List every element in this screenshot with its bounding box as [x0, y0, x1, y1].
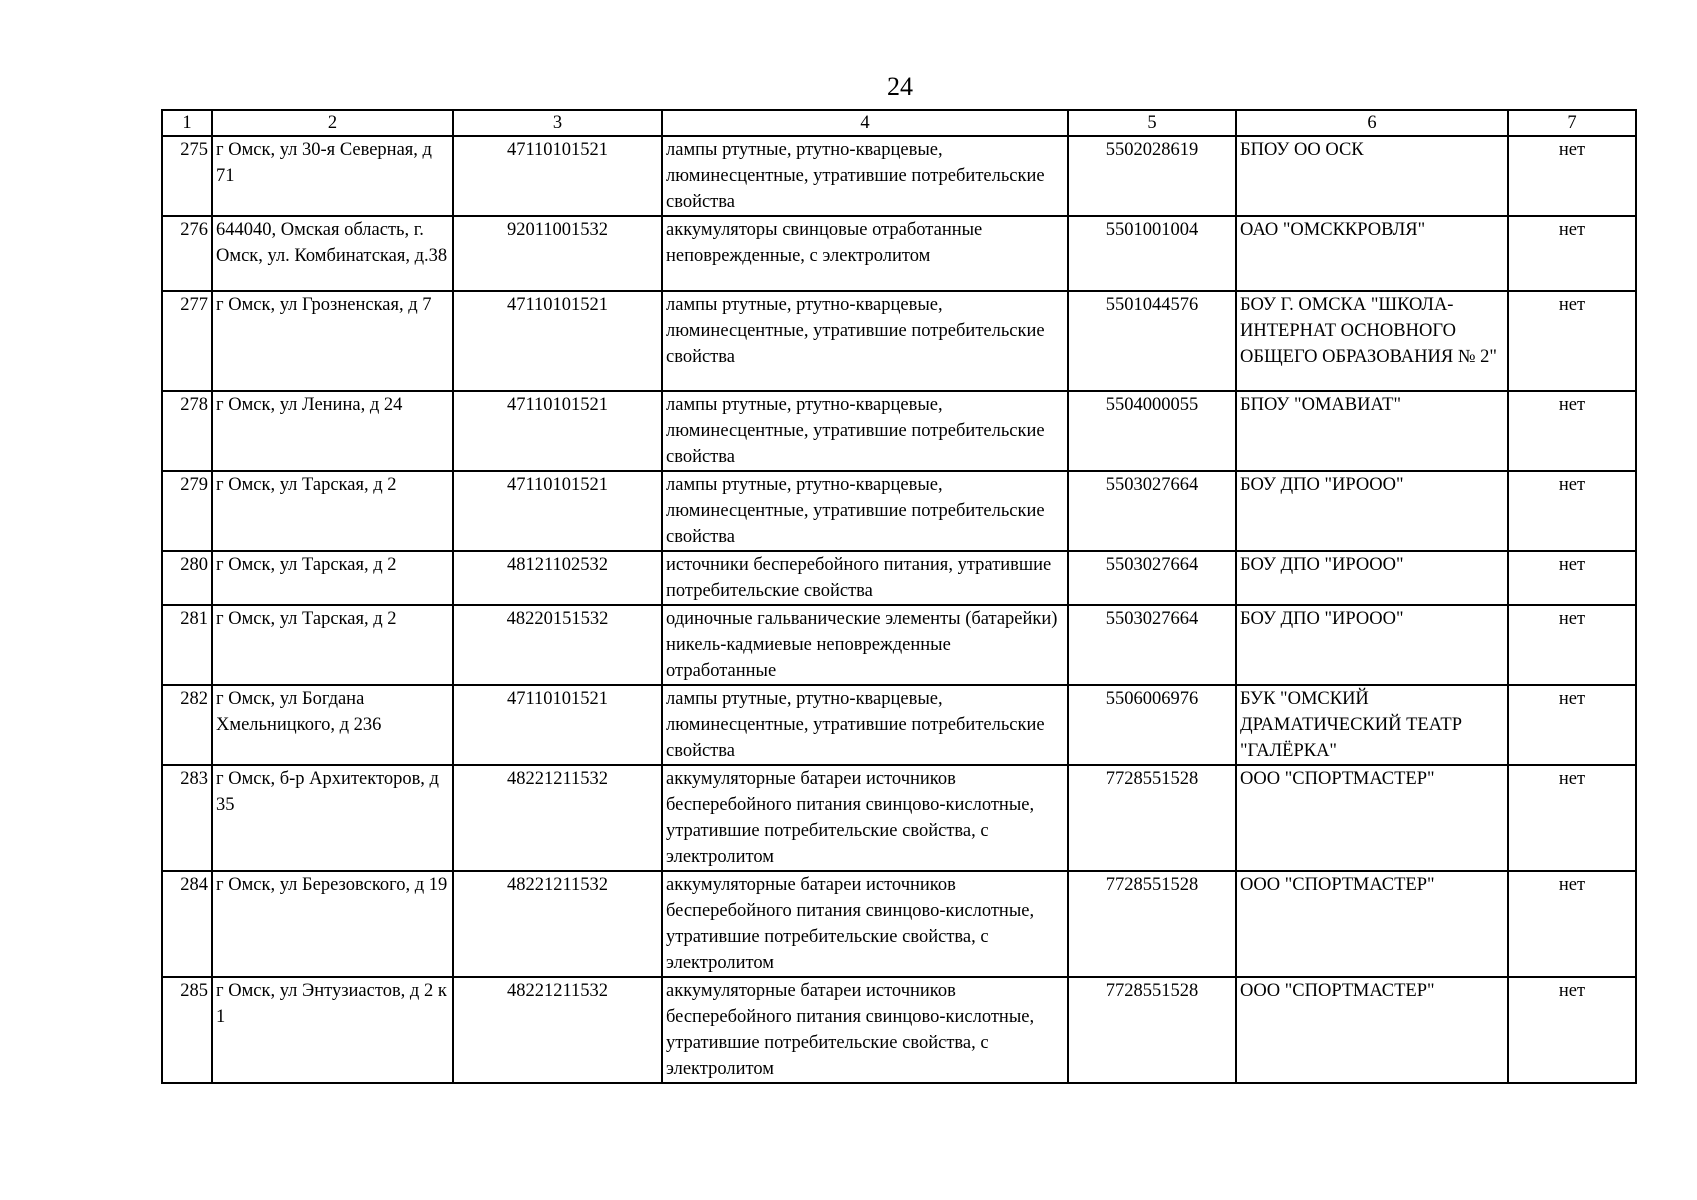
address-cell: г Омск, ул Тарская, д 2: [212, 551, 453, 605]
inn-cell: 5503027664: [1068, 471, 1236, 551]
waste-code-cell: 48221211532: [453, 977, 662, 1083]
organization-cell: ООО "СПОРТМАСТЕР": [1236, 765, 1508, 871]
waste-name-cell: источники бесперебойного питания, утратившие потребительские свойства: [662, 551, 1068, 605]
organization-cell: ООО "СПОРТМАСТЕР": [1236, 871, 1508, 977]
address-cell: г Омск, ул Грозненская, д 7: [212, 291, 453, 391]
flag-cell: нет: [1508, 605, 1636, 685]
flag-cell: нет: [1508, 871, 1636, 977]
waste-code-cell: 48221211532: [453, 871, 662, 977]
waste-name-cell: одиночные гальванические элементы (батарейки) никель-кадмиевые неповрежденные отработанные: [662, 605, 1068, 685]
row-number: 279: [162, 471, 212, 551]
flag-cell: нет: [1508, 765, 1636, 871]
organization-cell: БОУ ДПО "ИРООО": [1236, 605, 1508, 685]
flag-cell: нет: [1508, 136, 1636, 216]
waste-name-cell: лампы ртутные, ртутно-кварцевые, люминесцентные, утратившие потребительские свойства: [662, 136, 1068, 216]
organization-cell: БУК "ОМСКИЙ ДРАМАТИЧЕСКИЙ ТЕАТР "ГАЛЁРКА": [1236, 685, 1508, 765]
row-number: 284: [162, 871, 212, 977]
column-header: 6: [1236, 110, 1508, 136]
organization-cell: БПОУ "ОМАВИАТ": [1236, 391, 1508, 471]
waste-name-cell: аккумуляторы свинцовые отработанные неповрежденные, с электролитом: [662, 216, 1068, 291]
row-number: 278: [162, 391, 212, 471]
table-row: [162, 685, 1636, 765]
table-row: [162, 765, 1636, 871]
row-number: 280: [162, 551, 212, 605]
waste-code-cell: 47110101521: [453, 291, 662, 391]
organization-cell: ОАО "ОМСККРОВЛЯ": [1236, 216, 1508, 291]
flag-cell: нет: [1508, 685, 1636, 765]
waste-code-cell: 47110101521: [453, 685, 662, 765]
address-cell: г Омск, б-р Архитекторов, д 35: [212, 765, 453, 871]
table-row: [162, 136, 1636, 216]
inn-cell: 7728551528: [1068, 871, 1236, 977]
waste-code-cell: 92011001532: [453, 216, 662, 291]
table-row: [162, 551, 1636, 605]
waste-code-cell: 48121102532: [453, 551, 662, 605]
flag-cell: нет: [1508, 471, 1636, 551]
flag-cell: нет: [1508, 291, 1636, 391]
table-row: [162, 977, 1636, 1083]
waste-name-cell: лампы ртутные, ртутно-кварцевые, люминесцентные, утратившие потребительские свойства: [662, 291, 1068, 391]
column-header: 4: [662, 110, 1068, 136]
address-cell: г Омск, ул Тарская, д 2: [212, 471, 453, 551]
waste-registry-table: [161, 109, 1637, 1084]
waste-name-cell: аккумуляторные батареи источников бесперебойного питания свинцово-кислотные, утратившие потребительские свойства, с электролитом: [662, 871, 1068, 977]
waste-code-cell: 47110101521: [453, 136, 662, 216]
organization-cell: БОУ ДПО "ИРООО": [1236, 551, 1508, 605]
flag-cell: нет: [1508, 216, 1636, 291]
table-row: [162, 291, 1636, 391]
column-number-row: [162, 110, 1636, 136]
waste-code-cell: 48220151532: [453, 605, 662, 685]
row-number: 275: [162, 136, 212, 216]
row-number: 283: [162, 765, 212, 871]
row-number: 285: [162, 977, 212, 1083]
waste-name-cell: лампы ртутные, ртутно-кварцевые, люминесцентные, утратившие потребительские свойства: [662, 685, 1068, 765]
waste-code-cell: 48221211532: [453, 765, 662, 871]
address-cell: г Омск, ул Березовского, д 19: [212, 871, 453, 977]
waste-name-cell: аккумуляторные батареи источников бесперебойного питания свинцово-кислотные, утратившие потребительские свойства, с электролитом: [662, 765, 1068, 871]
organization-cell: БПОУ ОО ОСК: [1236, 136, 1508, 216]
inn-cell: 5501044576: [1068, 291, 1236, 391]
table-row: [162, 871, 1636, 977]
address-cell: г Омск, ул Ленина, д 24: [212, 391, 453, 471]
row-number: 276: [162, 216, 212, 291]
inn-cell: 7728551528: [1068, 977, 1236, 1083]
address-cell: г Омск, ул 30-я Северная, д 71: [212, 136, 453, 216]
flag-cell: нет: [1508, 391, 1636, 471]
row-number: 282: [162, 685, 212, 765]
column-header: 5: [1068, 110, 1236, 136]
address-cell: г Омск, ул Богдана Хмельницкого, д 236: [212, 685, 453, 765]
table-row: [162, 605, 1636, 685]
flag-cell: нет: [1508, 551, 1636, 605]
table-row: [162, 216, 1636, 291]
address-cell: г Омск, ул Тарская, д 2: [212, 605, 453, 685]
column-header: 7: [1508, 110, 1636, 136]
waste-name-cell: лампы ртутные, ртутно-кварцевые, люминесцентные, утратившие потребительские свойства: [662, 471, 1068, 551]
table-row: [162, 391, 1636, 471]
waste-code-cell: 47110101521: [453, 471, 662, 551]
inn-cell: 5502028619: [1068, 136, 1236, 216]
inn-cell: 5503027664: [1068, 605, 1236, 685]
column-header: 2: [212, 110, 453, 136]
organization-cell: БОУ Г. ОМСКА "ШКОЛА-ИНТЕРНАТ ОСНОВНОГО ОБЩЕГО ОБРАЗОВАНИЯ № 2": [1236, 291, 1508, 391]
inn-cell: 5504000055: [1068, 391, 1236, 471]
page-number: 24: [887, 72, 913, 101]
inn-cell: 7728551528: [1068, 765, 1236, 871]
waste-code-cell: 47110101521: [453, 391, 662, 471]
waste-name-cell: аккумуляторные батареи источников бесперебойного питания свинцово-кислотные, утратившие потребительские свойства, с электролитом: [662, 977, 1068, 1083]
organization-cell: БОУ ДПО "ИРООО": [1236, 471, 1508, 551]
table-row: [162, 471, 1636, 551]
row-number: 277: [162, 291, 212, 391]
inn-cell: 5506006976: [1068, 685, 1236, 765]
row-number: 281: [162, 605, 212, 685]
waste-name-cell: лампы ртутные, ртутно-кварцевые, люминесцентные, утратившие потребительские свойства: [662, 391, 1068, 471]
column-header: 3: [453, 110, 662, 136]
address-cell: г Омск, ул Энтузиастов, д 2 к 1: [212, 977, 453, 1083]
address-cell: 644040, Омская область, г. Омск, ул. Комбинатская, д.38: [212, 216, 453, 291]
flag-cell: нет: [1508, 977, 1636, 1083]
organization-cell: ООО "СПОРТМАСТЕР": [1236, 977, 1508, 1083]
inn-cell: 5501001004: [1068, 216, 1236, 291]
column-header: 1: [162, 110, 212, 136]
inn-cell: 5503027664: [1068, 551, 1236, 605]
